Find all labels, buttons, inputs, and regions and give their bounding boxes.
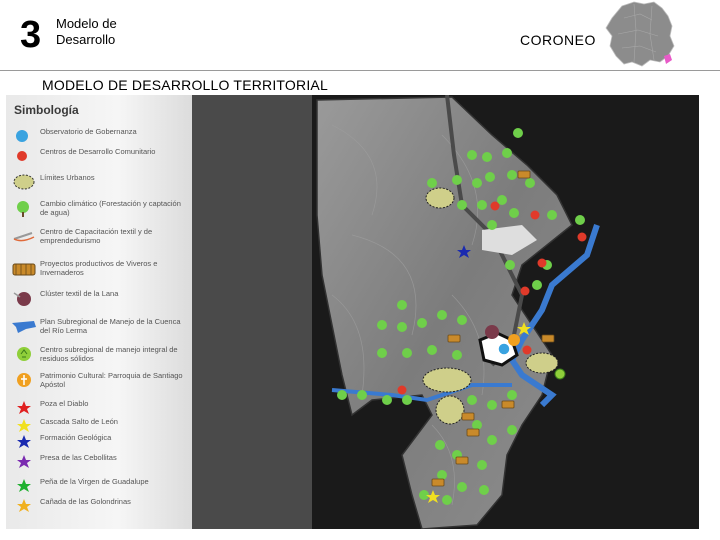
observatory-marker xyxy=(498,343,510,355)
legend-label: Clúster textil de la Lana xyxy=(40,289,119,298)
red-dot-icon xyxy=(12,147,36,165)
heritage-marker xyxy=(508,334,520,346)
legend-panel xyxy=(6,95,192,529)
subtitle-line-2: Desarrollo xyxy=(56,32,116,47)
greenhouse-icon xyxy=(12,259,36,277)
urban-limit-3 xyxy=(436,396,464,424)
legend-label: Presa de las Cebollitas xyxy=(40,453,117,462)
legend-label: Patrimonio Cultural: Parroquia de Santiago Apóstol xyxy=(40,371,183,389)
legend-item-canada xyxy=(12,497,190,519)
territorial-model-figure xyxy=(6,95,699,529)
territory-map xyxy=(192,95,699,529)
legend-title: Simbología xyxy=(14,103,79,117)
red-star-icon xyxy=(12,399,36,417)
legend-item-cluster-lana xyxy=(12,289,190,311)
legend-item-cuenca-lerma xyxy=(12,317,190,339)
section-number: 3 xyxy=(20,14,42,56)
wool-cluster-marker xyxy=(485,325,499,339)
legend-label: Cascada Salto de León xyxy=(40,417,118,426)
legend-label: Formación Geológica xyxy=(40,433,112,442)
legend-item-capacitacion-textil xyxy=(12,227,190,249)
legend-label: Observatorio de Gobernanza xyxy=(40,127,137,136)
legend-label: Centro de Capacitación textil y de emprendedurismo xyxy=(40,227,153,245)
urban-limit-4 xyxy=(526,353,558,373)
legend-label: Peña de la Virgen de Guadalupe xyxy=(40,477,149,486)
legend-label: Centros de Desarrollo Comunitario xyxy=(40,147,156,156)
green-star-icon xyxy=(12,477,36,495)
legend-item-formacion xyxy=(12,433,190,455)
legend-item-centros-desarrollo xyxy=(12,147,190,169)
dashed-ellipse-icon xyxy=(12,173,36,191)
needle-icon xyxy=(12,227,36,245)
header-divider xyxy=(0,70,720,71)
region-locator-map xyxy=(604,0,676,70)
legend-label: Límites Urbanos xyxy=(40,173,95,182)
urban-limit-1 xyxy=(426,188,454,208)
legend-label: Cambio climático (Forestación y captación de agua) xyxy=(40,199,181,217)
legend-label: Proyectos productivos de Viveros e Invernaderos xyxy=(40,259,158,277)
legend-item-pena xyxy=(12,477,190,499)
legend-item-viveros xyxy=(12,259,190,281)
legend-item-cambio-climatico xyxy=(12,199,190,221)
tree-icon xyxy=(12,199,36,217)
legend-item-residuos xyxy=(12,345,190,367)
legend-label: Plan Subregional de Manejo de la Cuenca del Río Lerma xyxy=(40,317,181,335)
legend-label: Cañada de las Golondrinas xyxy=(40,497,131,506)
page-title: MODELO DE DESARROLLO TERRITORIAL xyxy=(42,77,328,93)
waste-center-marker xyxy=(555,369,565,379)
legend-item-presa xyxy=(12,453,190,475)
section-subtitle xyxy=(56,16,146,48)
blue-star-icon xyxy=(12,433,36,451)
urban-limit-2 xyxy=(423,368,471,392)
subtitle-line-1: Modelo de xyxy=(56,16,117,31)
place-name: CORONEO xyxy=(520,32,596,48)
purple-star-icon xyxy=(12,453,36,471)
recycle-icon xyxy=(12,345,36,363)
legend-label: Poza el Diablo xyxy=(40,399,89,408)
blue-dot-icon xyxy=(12,127,36,145)
orange-star-icon xyxy=(12,497,36,515)
legend-item-patrimonio xyxy=(12,371,190,393)
legend-item-observatorio xyxy=(12,127,190,149)
legend-label: Centro subregional de manejo integral de residuos sólidos xyxy=(40,345,178,363)
river-icon xyxy=(12,317,36,335)
church-icon xyxy=(12,371,36,389)
yarn-ball-icon xyxy=(12,289,36,307)
legend-item-limites-urbanos xyxy=(12,173,190,195)
